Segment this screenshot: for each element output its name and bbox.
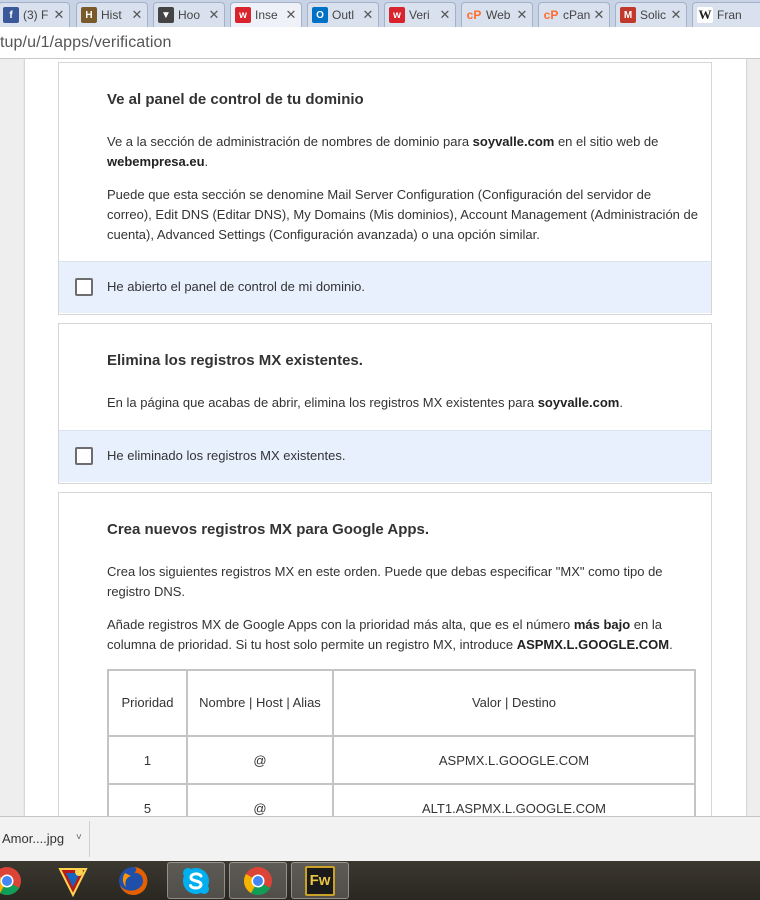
facebook-icon: f (3, 7, 19, 23)
url-text[interactable]: tup/u/1/apps/verification (0, 34, 172, 51)
chevron-down-icon[interactable]: ˅ (76, 832, 82, 843)
webempresa-icon: w (235, 7, 251, 23)
tab-title: Hist (101, 8, 122, 22)
tab-facebook[interactable] (0, 2, 70, 27)
tab-solic[interactable] (615, 2, 687, 27)
close-icon[interactable]: ✕ (593, 7, 605, 22)
tab-title: Fran (717, 8, 742, 22)
tab-title: (3) F (23, 8, 49, 22)
value-cell: ALT1.ASPMX.L.GOOGLE.COM (333, 784, 695, 816)
taskbar-chrome-active[interactable] (229, 862, 287, 899)
table-header-row (108, 670, 695, 736)
confirm-row-panel-opened[interactable] (59, 261, 711, 313)
m-icon: M (620, 7, 636, 23)
tab-web[interactable] (461, 2, 533, 27)
taskbar (0, 861, 760, 900)
tab-title: Web (486, 8, 511, 22)
tab-hoo[interactable] (153, 2, 225, 27)
step-paragraph: Añade registros MX de Google Apps con la prioridad más alta, que es el número más bajo en la columna de prioridad. Si tu host solo permite un registro MX, introduce ASPMX.L.GOOGLE.COM. (107, 617, 673, 652)
priority-cell: 5 (108, 784, 187, 816)
confirm-checkbox[interactable] (75, 447, 93, 465)
step-title: Crea nuevos registros MX para Google Apps. (107, 521, 430, 538)
taskbar-skype[interactable] (167, 862, 225, 899)
download-filename[interactable]: Amor....jpg (2, 831, 65, 846)
host-cell: @ (187, 784, 333, 816)
wikipedia-icon: W (698, 7, 712, 22)
taskbar-app-shield[interactable] (52, 862, 94, 899)
firefox-icon (117, 865, 149, 897)
value-cell: ASPMX.L.GOOGLE.COM (333, 736, 695, 784)
history-icon: H (81, 7, 97, 23)
column-header-value: Valor | Destino (333, 670, 695, 736)
tab-title: Veri (409, 8, 430, 22)
address-bar[interactable] (0, 27, 760, 59)
tab-strip (0, 0, 760, 27)
confirm-label[interactable]: He abierto el panel de control de mi dominio. (107, 279, 365, 294)
taskbar-firefox[interactable] (112, 862, 154, 899)
step-card-open-panel (58, 62, 712, 315)
close-icon[interactable]: ✕ (670, 7, 682, 22)
download-item[interactable] (0, 821, 90, 857)
close-icon[interactable]: ✕ (208, 7, 220, 22)
step-paragraph: Crea los siguientes registros MX en este orden. Puede que debas especificar "MX" como tipo de registro DNS. (107, 564, 663, 599)
tab-title: Outl (332, 8, 355, 22)
close-icon[interactable]: ✕ (362, 7, 374, 22)
close-icon[interactable]: ✕ (516, 7, 528, 22)
step-paragraph: En la página que acabas de abrir, elimina los registros MX existentes para soyvalle.com. (107, 395, 623, 410)
tab-inse[interactable] (230, 2, 302, 27)
close-icon[interactable]: ✕ (439, 7, 451, 22)
host-cell: @ (187, 736, 333, 784)
step-card-delete-mx (58, 323, 712, 484)
tab-verification[interactable] (384, 2, 456, 27)
tab-wikipedia[interactable] (692, 2, 760, 27)
taskbar-chrome[interactable] (0, 862, 28, 899)
tab-history[interactable] (76, 2, 148, 27)
chrome-icon (0, 866, 22, 896)
app-shield-icon (57, 865, 89, 897)
tab-cpanel[interactable] (538, 2, 610, 27)
fireworks-icon: Fw (305, 866, 335, 896)
tab-title: Hoo (178, 8, 201, 22)
chrome-icon (243, 866, 273, 896)
step-title: Ve al panel de control de tu dominio (107, 91, 364, 108)
close-icon[interactable]: ✕ (131, 7, 143, 22)
priority-cell: 1 (108, 736, 187, 784)
taskbar-fireworks[interactable] (291, 862, 349, 899)
tab-title: Inse (255, 8, 278, 22)
table-row (108, 736, 695, 784)
close-icon[interactable]: ✕ (53, 7, 65, 22)
skype-icon (180, 865, 212, 897)
mx-records-table (107, 669, 696, 816)
step-card-create-mx (58, 492, 712, 816)
column-header-priority: Prioridad (108, 670, 187, 736)
webempresa-icon: w (389, 7, 405, 23)
table-row (108, 784, 695, 816)
cpanel-icon: cP (543, 8, 559, 22)
step-paragraph: Puede que esta sección se denomine Mail Server Configuration (Configuración del servidor de correo), Edit DNS (Editar DNS), My Domains (Mis dominios), Account Management (Administración de cuenta), Advanced Settings (Configuración avanzada) o una opción similar. (107, 187, 698, 242)
column-header-host: Nombre | Host | Alias (187, 670, 333, 736)
confirm-label[interactable]: He eliminado los registros MX existentes. (107, 448, 346, 463)
step-paragraph: Ve a la sección de administración de nombres de dominio para soyvalle.com en el sitio web de webempresa.eu. (107, 134, 659, 169)
tab-title: Solic (640, 8, 667, 22)
cpanel-icon: cP (466, 8, 482, 22)
tab-outlook[interactable] (307, 2, 379, 27)
bookmark-icon: ▼ (158, 7, 174, 23)
confirm-row-mx-deleted[interactable] (59, 430, 711, 482)
confirm-checkbox[interactable] (75, 278, 93, 296)
download-bar (0, 816, 760, 861)
outlook-icon: O (312, 7, 328, 23)
tab-title: cPan (563, 8, 591, 22)
step-title: Elimina los registros MX existentes. (107, 352, 363, 369)
page-viewport[interactable] (0, 59, 760, 816)
close-icon[interactable]: ✕ (285, 7, 297, 22)
